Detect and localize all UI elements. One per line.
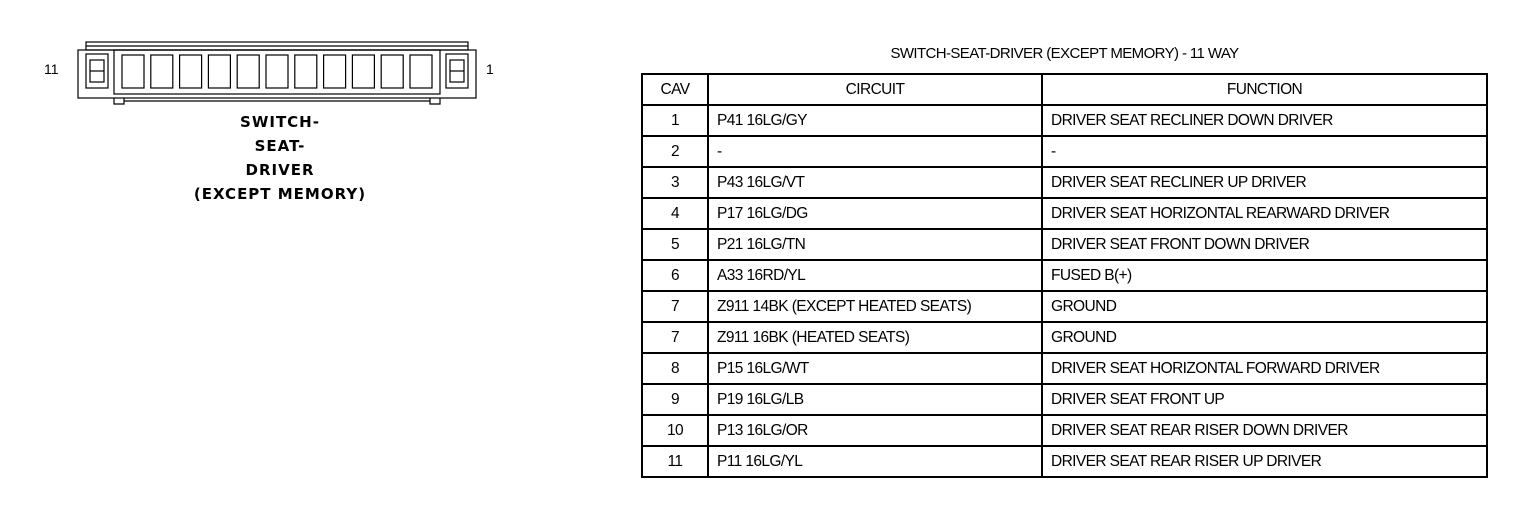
connector-cavity	[151, 55, 173, 88]
cell-circuit: Z911 14BK (EXCEPT HEATED SEATS)	[708, 291, 1042, 322]
table-row	[642, 353, 1487, 384]
connector-label-line: (EXCEPT MEMORY)	[193, 185, 367, 203]
connector-cavity	[266, 55, 288, 88]
cell-cav: 8	[642, 353, 708, 384]
pinout-table	[641, 73, 1488, 478]
cell-function: DRIVER SEAT HORIZONTAL FORWARD DRIVER	[1042, 353, 1487, 384]
table-row	[642, 167, 1487, 198]
cell-cav: 1	[642, 105, 708, 136]
connector-cavity	[352, 55, 374, 88]
cell-cav: 6	[642, 260, 708, 291]
connector-cavity	[324, 55, 346, 88]
connector-cavity	[410, 55, 432, 88]
cell-cav: 3	[642, 167, 708, 198]
pin-number-left: 11	[44, 61, 59, 77]
table-row	[642, 415, 1487, 446]
table-row	[642, 260, 1487, 291]
header-function: FUNCTION	[1042, 74, 1487, 105]
cell-cav: 11	[642, 446, 708, 477]
table-row	[642, 446, 1487, 477]
cell-function: DRIVER SEAT REAR RISER UP DRIVER	[1042, 446, 1487, 477]
table-row	[642, 322, 1487, 353]
table-row	[642, 136, 1487, 167]
table-row	[642, 229, 1487, 260]
connector-cavity	[180, 55, 202, 88]
cell-function: DRIVER SEAT FRONT UP	[1042, 384, 1487, 415]
cell-function: DRIVER SEAT FRONT DOWN DRIVER	[1042, 229, 1487, 260]
table-row	[642, 384, 1487, 415]
table-header-row	[642, 74, 1487, 105]
cell-cav: 9	[642, 384, 708, 415]
cell-circuit: Z911 16BK (HEATED SEATS)	[708, 322, 1042, 353]
cell-circuit: P17 16LG/DG	[708, 198, 1042, 229]
cell-circuit: P11 16LG/YL	[708, 446, 1042, 477]
cell-cav: 7	[642, 322, 708, 353]
connector-cavity	[237, 55, 259, 88]
cell-function: GROUND	[1042, 322, 1487, 353]
table-row	[642, 291, 1487, 322]
cell-function: GROUND	[1042, 291, 1487, 322]
connector-label-line: SWITCH-	[240, 113, 320, 131]
cell-circuit: P41 16LG/GY	[708, 105, 1042, 136]
pin-number-right: 1	[486, 61, 494, 77]
cell-function: FUSED B(+)	[1042, 260, 1487, 291]
cell-circuit: A33 16RD/YL	[708, 260, 1042, 291]
cell-circuit: P15 16LG/WT	[708, 353, 1042, 384]
connector-cavity	[208, 55, 230, 88]
cell-function: -	[1042, 136, 1487, 167]
cell-cav: 4	[642, 198, 708, 229]
cell-function: DRIVER SEAT RECLINER DOWN DRIVER	[1042, 105, 1487, 136]
header-circuit: CIRCUIT	[708, 74, 1042, 105]
cell-circuit: P13 16LG/OR	[708, 415, 1042, 446]
connector-cavity	[381, 55, 403, 88]
connector-diagram	[0, 0, 520, 115]
cell-circuit: -	[708, 136, 1042, 167]
cell-circuit: P43 16LG/VT	[708, 167, 1042, 198]
cell-cav: 2	[642, 136, 708, 167]
table-title: SWITCH-SEAT-DRIVER (EXCEPT MEMORY) - 11 WAY	[890, 45, 1239, 62]
cell-function: DRIVER SEAT HORIZONTAL REARWARD DRIVER	[1042, 198, 1487, 229]
cell-circuit: P21 16LG/TN	[708, 229, 1042, 260]
table-row	[642, 105, 1487, 136]
cell-function: DRIVER SEAT REAR RISER DOWN DRIVER	[1042, 415, 1487, 446]
table-row	[642, 198, 1487, 229]
connector-cavity	[122, 55, 144, 88]
cell-cav: 10	[642, 415, 708, 446]
cell-cav: 7	[642, 291, 708, 322]
header-cav: CAV	[642, 74, 708, 105]
cell-function: DRIVER SEAT RECLINER UP DRIVER	[1042, 167, 1487, 198]
cell-circuit: P19 16LG/LB	[708, 384, 1042, 415]
connector-label-line: DRIVER	[245, 161, 315, 179]
connector-cavity	[295, 55, 317, 88]
connector-label-line: SEAT-	[254, 137, 306, 155]
cell-cav: 5	[642, 229, 708, 260]
